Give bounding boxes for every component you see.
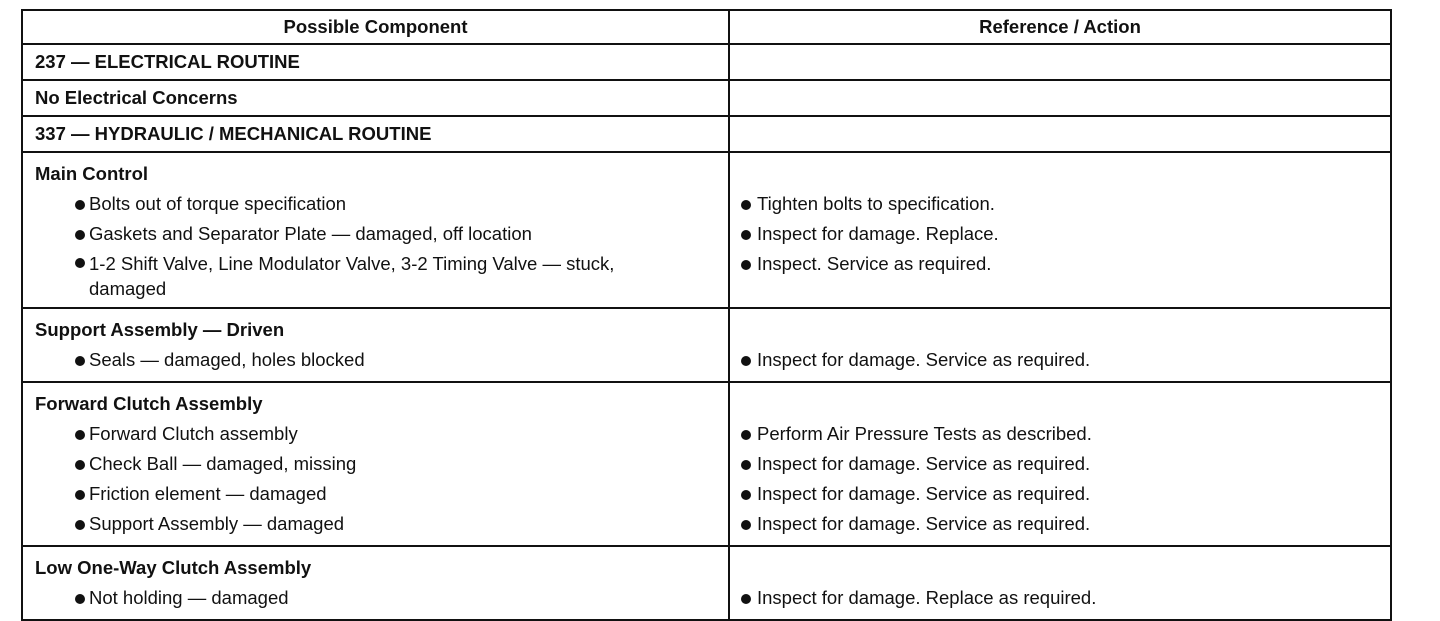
action-item [739, 419, 1390, 449]
component-cell [23, 383, 730, 545]
component-text: Gaskets and Separator Plate — damaged, off location [89, 223, 532, 244]
action-text: Inspect. Service as required. [757, 253, 992, 274]
component-item [35, 583, 728, 613]
section-title: No Electrical Concerns [23, 81, 730, 115]
column-header-possible-component: Possible Component [23, 11, 730, 43]
component-text: Forward Clutch assembly [89, 423, 298, 444]
bullet-icon [741, 430, 751, 440]
empty-cell [730, 81, 1390, 115]
group-title: Forward Clutch Assembly [35, 393, 263, 414]
action-text: Inspect for damage. Replace. [757, 223, 999, 244]
action-text: Inspect for damage. Service as required. [757, 349, 1091, 370]
bullet-icon [741, 490, 751, 500]
component-item [35, 345, 728, 375]
spacer [739, 315, 1390, 345]
bullet-icon [75, 490, 85, 500]
spacer [739, 389, 1390, 419]
bullet-icon [741, 520, 751, 530]
action-cell [730, 153, 1390, 307]
action-item [739, 249, 1390, 279]
group-title: Low One-Way Clutch Assembly [35, 557, 312, 578]
component-item [35, 219, 728, 249]
table-row-low-one-way-clutch [23, 547, 1390, 619]
bullet-icon [741, 200, 751, 210]
bullet-icon [741, 230, 751, 240]
action-item [739, 345, 1390, 375]
action-cell [730, 547, 1390, 619]
action-text: Inspect for damage. Service as required. [757, 513, 1091, 534]
table-row-forward-clutch [23, 383, 1390, 547]
component-item [35, 449, 728, 479]
component-text-continued: damaged [89, 278, 167, 299]
empty-cell [730, 117, 1390, 151]
component-cell [23, 153, 730, 307]
table-row [23, 45, 1390, 81]
component-text: Check Ball — damaged, missing [89, 453, 357, 474]
component-item [35, 189, 728, 219]
table-row [23, 81, 1390, 117]
bullet-icon [75, 356, 85, 366]
bullet-icon [75, 594, 85, 604]
component-cell [23, 547, 730, 619]
action-item [739, 219, 1390, 249]
section-title: 237 — ELECTRICAL ROUTINE [23, 45, 730, 79]
component-text: Seals — damaged, holes blocked [89, 349, 365, 370]
bullet-icon [75, 520, 85, 530]
action-text: Inspect for damage. Replace as required. [757, 587, 1097, 608]
group-title: Support Assembly — Driven [35, 319, 285, 340]
spacer [739, 553, 1390, 583]
component-text: Bolts out of torque specification [89, 193, 347, 214]
action-text: Inspect for damage. Service as required. [757, 483, 1091, 504]
table-row [23, 117, 1390, 153]
component-item [35, 249, 728, 301]
action-cell [730, 383, 1390, 545]
component-item [35, 479, 728, 509]
empty-cell [730, 45, 1390, 79]
action-item [739, 479, 1390, 509]
bullet-icon [741, 594, 751, 604]
component-text: Friction element — damaged [89, 483, 327, 504]
action-cell [730, 309, 1390, 381]
action-text: Inspect for damage. Service as required. [757, 453, 1091, 474]
table-row-support-assembly [23, 309, 1390, 383]
section-title: 337 — HYDRAULIC / MECHANICAL ROUTINE [23, 117, 730, 151]
component-item [35, 509, 728, 539]
bullet-icon [75, 200, 85, 210]
bullet-icon [75, 230, 85, 240]
bullet-icon [75, 430, 85, 440]
diagnosis-table [21, 9, 1392, 621]
component-text: 1-2 Shift Valve, Line Modulator Valve, 3-2 Timing Valve — stuck, [89, 253, 615, 274]
action-text: Perform Air Pressure Tests as described. [757, 423, 1092, 444]
bullet-icon [75, 258, 85, 268]
action-item [739, 189, 1390, 219]
component-text: Not holding — damaged [89, 587, 289, 608]
component-cell [23, 309, 730, 381]
component-item [35, 419, 728, 449]
bullet-icon [741, 260, 751, 270]
table-header-row [23, 11, 1390, 45]
column-header-reference-action: Reference / Action [979, 16, 1141, 37]
table-row-main-control [23, 153, 1390, 309]
action-text: Tighten bolts to specification. [757, 193, 995, 214]
group-title: Main Control [35, 163, 149, 184]
action-item [739, 583, 1390, 613]
bullet-icon [75, 460, 85, 470]
component-text: Support Assembly — damaged [89, 513, 345, 534]
action-item [739, 509, 1390, 539]
action-item [739, 449, 1390, 479]
bullet-icon [741, 356, 751, 366]
bullet-icon [741, 460, 751, 470]
spacer [739, 159, 1390, 189]
